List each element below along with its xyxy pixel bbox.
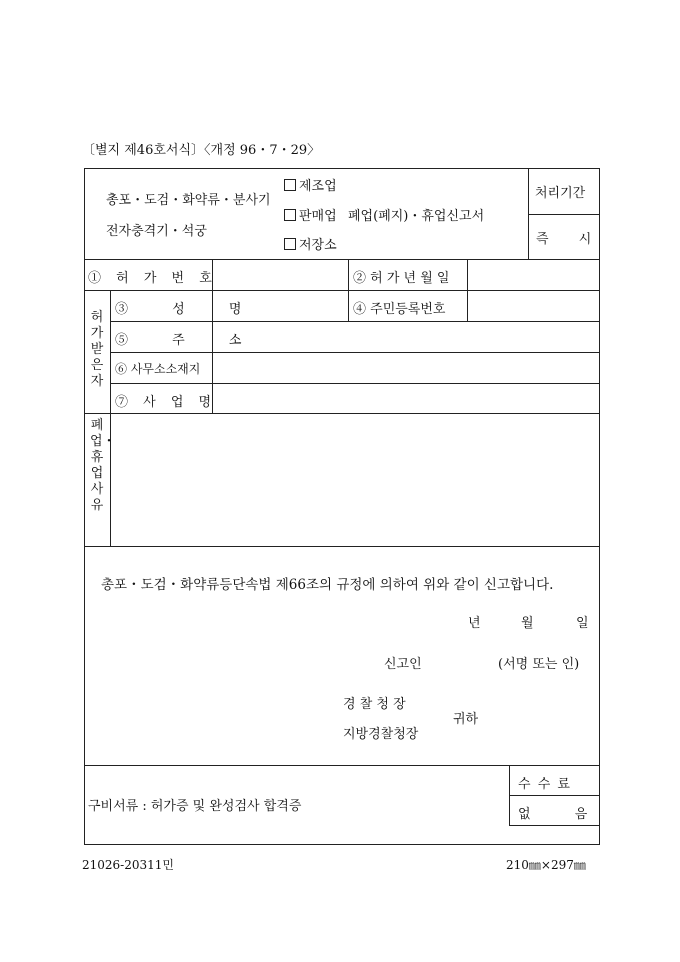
divider <box>467 259 468 321</box>
name-label: ③ 성 명 <box>115 302 242 317</box>
checkbox-manufacturing[interactable]: 제조업 <box>284 175 337 194</box>
permit-number-label: ① 허 가 번 호 <box>88 271 212 286</box>
fee-label: 수 수 료 <box>518 777 570 792</box>
divider <box>110 383 599 384</box>
divider <box>348 259 349 321</box>
divider <box>84 546 599 547</box>
processing-period-label: 처리기간 <box>535 186 586 201</box>
address-field[interactable] <box>214 323 597 351</box>
divider <box>528 214 599 215</box>
date-year: 년 <box>468 616 481 631</box>
fee-value: 없 음 <box>518 807 588 822</box>
divider <box>509 765 510 825</box>
reporter-label: 신고인 <box>384 657 422 672</box>
form-header: 〔별지 제46호서식〕〈개정 96・7・29〉 <box>82 143 321 158</box>
checkbox-icon[interactable] <box>284 238 296 250</box>
date-day: 일 <box>576 616 589 631</box>
date-month: 월 <box>521 616 534 631</box>
business-name-field[interactable] <box>214 385 597 412</box>
divider <box>509 795 599 796</box>
divider <box>528 168 529 259</box>
resident-number-label: ④ 주민등록번호 <box>353 302 446 317</box>
name-field[interactable] <box>214 292 346 320</box>
closure-reason-label: 폐업・휴업사유 <box>90 418 116 513</box>
divider <box>84 290 599 291</box>
permit-number-field[interactable] <box>214 261 346 289</box>
checkbox-icon[interactable] <box>284 209 296 221</box>
signature-label: (서명 또는 인) <box>498 657 580 672</box>
business-name-label: ⑦ 사 업 명 <box>115 395 212 410</box>
paper-size: 210㎜×297㎜ <box>506 858 586 872</box>
office-location-label: ⑥ 사무소소재지 <box>115 362 201 376</box>
recipient-regional-police: 지방경찰청장 <box>343 727 419 742</box>
permit-date-field[interactable] <box>469 261 597 289</box>
declaration-text: 총포・도검・화약류등단속법 제66조의 규정에 의하여 위와 같이 신고합니다. <box>101 577 554 593</box>
honorific: 귀하 <box>453 712 479 727</box>
checkbox-icon[interactable] <box>284 179 296 191</box>
checkbox-sales[interactable]: 판매업 <box>284 205 337 224</box>
resident-number-field[interactable] <box>469 292 597 320</box>
divider <box>84 765 599 766</box>
divider <box>84 259 599 260</box>
permit-date-label: ② 허 가 년 월 일 <box>353 271 450 286</box>
divider <box>110 321 599 322</box>
closure-reason-field[interactable] <box>112 415 597 545</box>
permit-holder-label: 허가받은자 <box>90 310 104 389</box>
divider <box>509 825 599 826</box>
recipient-police-commissioner: 경 찰 청 장 <box>343 697 406 712</box>
checkbox-storage[interactable]: 저장소 <box>284 234 337 253</box>
title-items-line2: 전자충격기・석궁 <box>106 224 207 239</box>
attachments-note: 구비서류 : 허가증 및 완성검사 합격증 <box>88 799 302 814</box>
form-title: 폐업(폐지)・휴업신고서 <box>348 209 485 224</box>
address-label: ⑤ 주 소 <box>115 333 242 348</box>
title-items-line1: 총포・도검・화약류・분사기 <box>106 193 271 208</box>
divider <box>110 290 111 546</box>
divider <box>110 352 599 353</box>
form-code: 21026-20311민 <box>82 858 174 872</box>
office-location-field[interactable] <box>214 354 597 382</box>
processing-period-value: 즉 시 <box>536 232 592 247</box>
divider <box>84 413 599 414</box>
